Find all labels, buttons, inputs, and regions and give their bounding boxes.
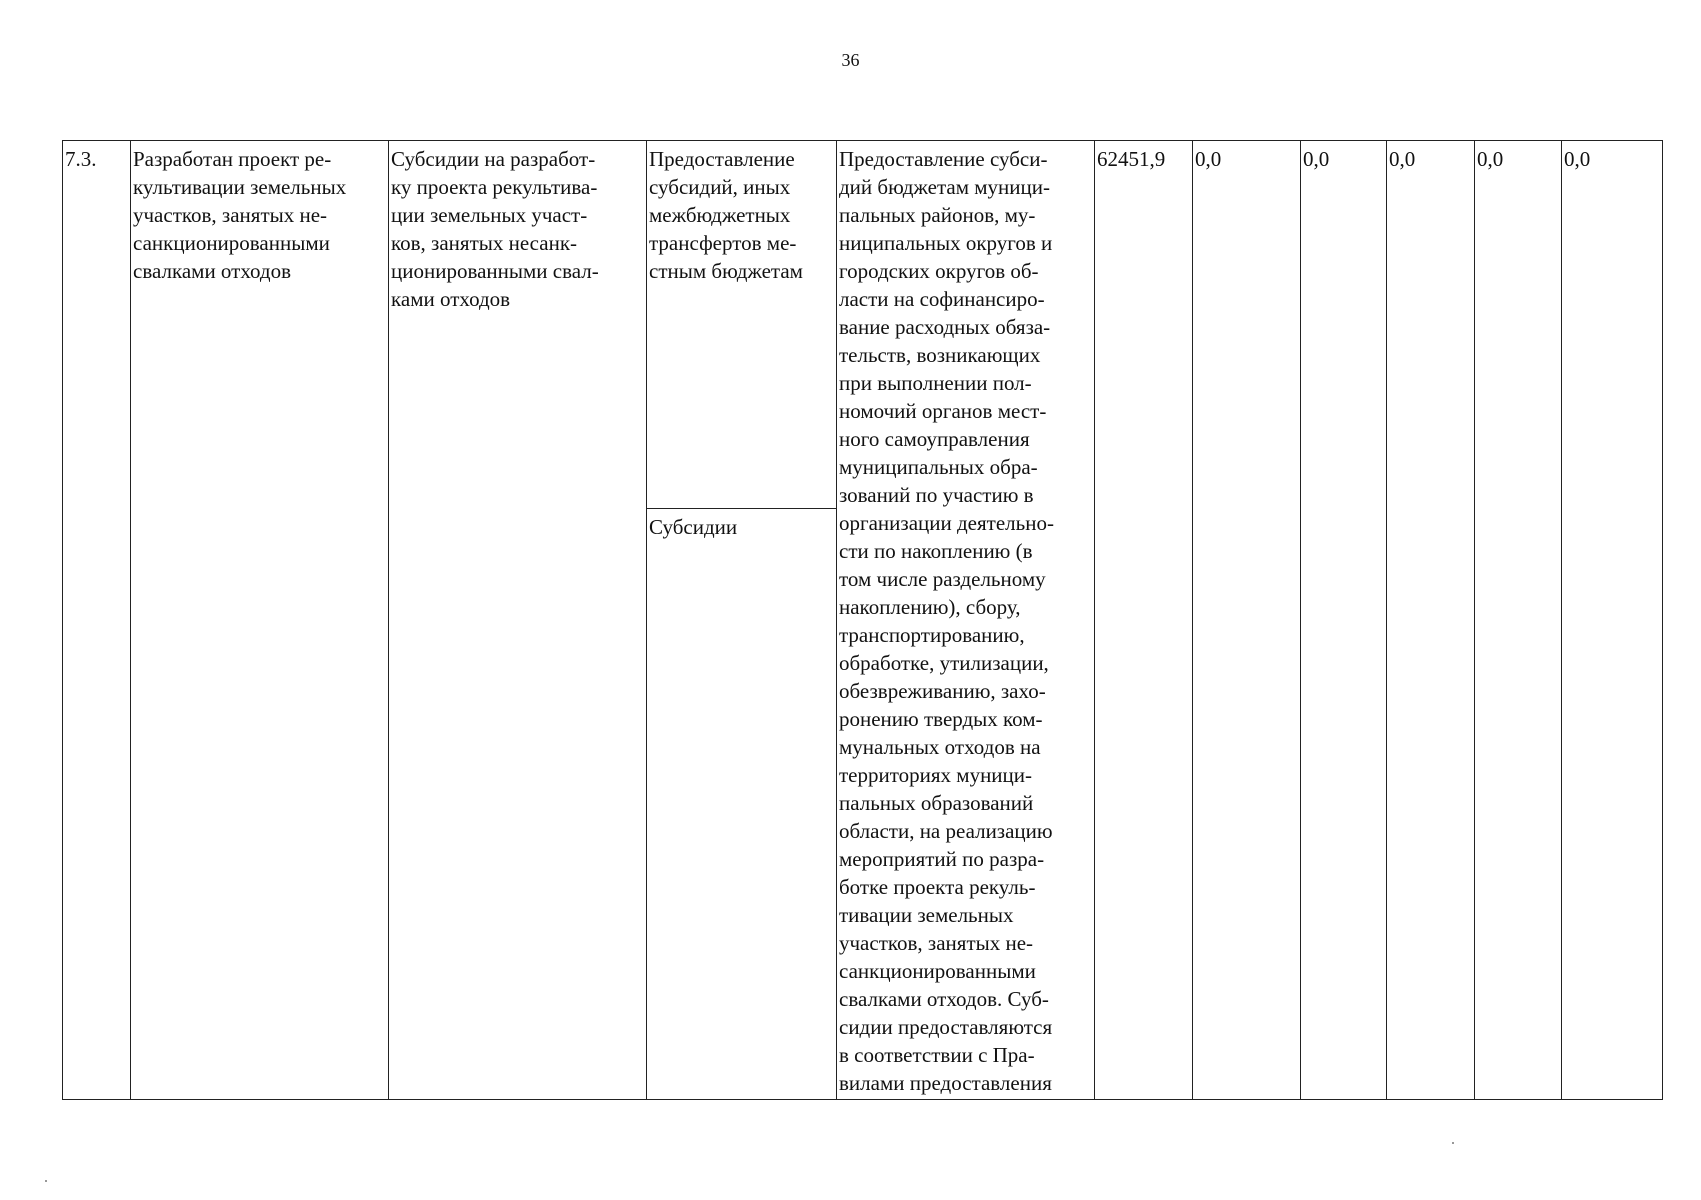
value-1: 62451,9 [1097,147,1166,171]
value-cell-1 [1095,141,1193,1100]
measure-cell [389,141,647,1100]
type-cell [647,141,837,1100]
value-4: 0,0 [1389,147,1416,171]
value-cell-2 [1193,141,1301,1100]
type-sub-text: Субсидии [649,515,738,539]
description-text: Предоставление субси- дий бюджетам муници- пальных районов, му- ниципальных округов и городских округов об- ласти на софинансиро- вание расходных обяза- тельств, возникающих при выполнении пол- номочий органов мест- ного самоуправления муниципальных обра- зований по участию в организации деятельно- сти по накоплению (в том числе раздельному накоплению), сбору, транспортированию, обработке, утилизации, обезвреживанию, захо- ронению твердых ком- мунальных отходов на территориях муници- пальных образований области, на реализацию мероприятий по разра- ботке проекта рекуль- тивации земельных участков, занятых не- санкционированными свалками отходов. Суб- сидии предоставляются в соответствии с Пра- вилами предоставления [839,147,1054,1095]
type-main-text: Предоставление субсидий, иных межбюджетных трансфертов ме- стным бюджетам [649,147,803,283]
result-text: Разработан проект ре- культивации земельных участков, занятых не- санкционированными свалками отходов [133,147,347,283]
value-6: 0,0 [1564,147,1591,171]
value-3: 0,0 [1303,147,1330,171]
value-cell-3 [1301,141,1387,1100]
description-cell [837,141,1095,1100]
scan-speck [45,1180,47,1182]
table-row [63,141,1663,1100]
value-2: 0,0 [1195,147,1222,171]
row-number-cell [63,141,131,1100]
result-cell [131,141,389,1100]
row-number: 7.3. [65,147,97,171]
value-cell-4 [1387,141,1475,1100]
value-cell-5 [1475,141,1562,1100]
measure-text: Субсидии на разработ- ку проекта рекультива- ции земельных участ- ков, занятых несанк- ционированными свал- ками отходов [391,147,599,311]
scan-speck [1452,1142,1454,1144]
document-table [62,140,1663,1100]
value-5: 0,0 [1477,147,1504,171]
page-number: 36 [841,50,860,70]
type-main-block [647,141,836,509]
type-sub-block [647,509,836,541]
value-cell-6 [1562,141,1663,1100]
